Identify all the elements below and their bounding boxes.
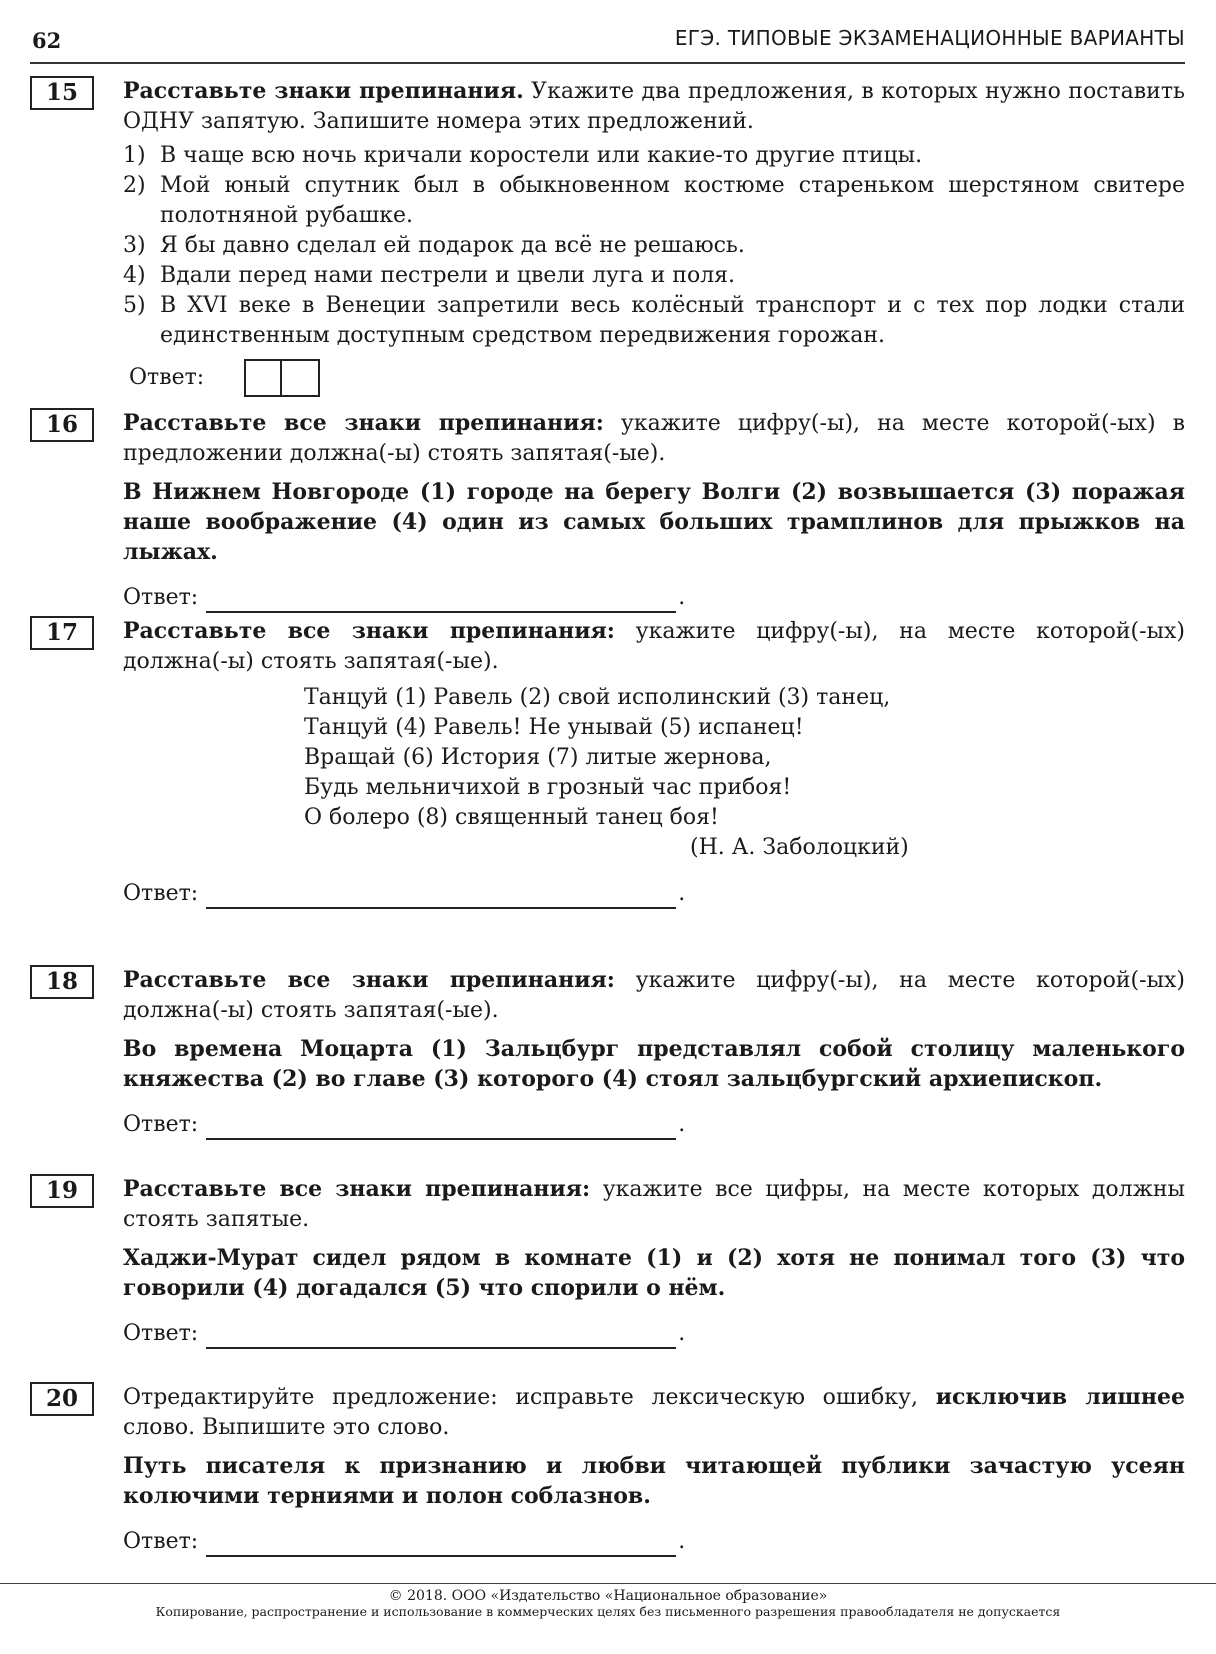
task-18 <box>30 965 1185 1140</box>
answer-row: Ответ: . <box>123 1110 1185 1140</box>
answer-label: Ответ: <box>123 881 199 906</box>
answer-row: Ответ: . <box>123 1319 1185 1349</box>
task-number-box: 16 <box>30 408 94 442</box>
poem-line: Вращай (6) История (7) литые жернова, <box>304 745 772 770</box>
answer-label: Ответ: <box>123 1529 199 1554</box>
list-item: 4) Вдали перед нами пестрели и цвели луга и поля. <box>123 263 736 288</box>
poem-author: (Н. А. Заболоцкий) <box>690 835 909 860</box>
task-number-box: 18 <box>30 965 94 999</box>
sentence-list <box>123 141 1185 351</box>
task-19 <box>30 1174 1185 1349</box>
task-instruction: Отредактируйте предложение: исправьте лексическую ошибку, исключив лишнее слово. Выпишите это слово. <box>123 1384 1186 1440</box>
answer-row: Ответ: . <box>123 1527 1185 1557</box>
task-instruction: Расставьте все знаки препинания: укажите цифру(-ы), на месте которой(-ых) в предложении должна(-ы) стоять запятая(-ые). <box>123 410 1185 466</box>
poem-line: Будь мельничихой в грозный час прибоя! <box>304 775 792 800</box>
answer-row: Ответ: . <box>123 583 1185 613</box>
task-number-box: 15 <box>30 76 94 110</box>
answer-cell[interactable] <box>244 359 282 397</box>
poem-line: Танцуй (4) Равель! Не унывай (5) испанец! <box>304 715 804 740</box>
answer-row <box>129 359 1185 397</box>
task-17 <box>30 616 1185 909</box>
task-instruction: Расставьте все знаки препинания: укажите цифру(-ы), на месте которой(-ых) должна(-ы) стоять запятая(-ые). <box>123 618 1186 674</box>
list-item: 1) В чаще всю ночь кричали коростели или какие-то другие птицы. <box>123 143 923 168</box>
task-15 <box>30 76 1185 397</box>
task-16 <box>30 408 1185 613</box>
legal-notice: Копирование, распространение и использование в коммерческих целях без письменного разрешения правообладателя не допускается <box>155 1604 1061 1619</box>
page-header <box>30 22 1185 64</box>
task-instruction: Расставьте все знаки препинания: укажите все цифры, на месте которых должны стоять запятые. <box>123 1176 1185 1232</box>
page-footer <box>0 1583 1216 1619</box>
task-sentence: Хаджи-Мурат сидел рядом в комнате (1) и (2) хотя не понимал того (3) что говорили (4) догадался (5) что спорили о нём. <box>123 1245 1185 1301</box>
task-number-box: 20 <box>30 1382 94 1416</box>
task-sentence: Во времена Моцарта (1) Зальцбург представлял собой столицу маленького княжества (2) во главе (3) которого (4) стоял зальцбургский архиепископ. <box>123 1036 1185 1092</box>
answer-label: Ответ: <box>129 365 205 390</box>
poem <box>304 683 1185 863</box>
task-number-box: 17 <box>30 616 94 650</box>
copyright: © 2018. ООО «Издательство «Национальное образование» <box>388 1588 828 1604</box>
answer-cell[interactable] <box>282 359 320 397</box>
answer-line[interactable] <box>206 1323 676 1349</box>
answer-line[interactable] <box>206 1531 676 1557</box>
task-sentence: Путь писателя к признанию и любви читающей публики зачастую усеян колючими терниями и полон соблазнов. <box>123 1453 1185 1509</box>
list-item: 3) Я бы давно сделал ей подарок да всё не решаюсь. <box>123 233 745 258</box>
answer-label: Ответ: <box>123 1112 199 1137</box>
answer-line[interactable] <box>206 1114 676 1140</box>
list-item: 5) В XVI веке в Венеции запретили весь колёсный транспорт и с тех пор лодки стали единственным доступным средством передвижения горожан. <box>123 293 1185 348</box>
task-sentence: В Нижнем Новгороде (1) городе на берегу Волги (2) возвышается (3) поражая наше воображение (4) один из самых больших трамплинов для прыжков на лыжах. <box>123 479 1185 565</box>
task-instruction: Расставьте все знаки препинания: укажите цифру(-ы), на месте которой(-ых) должна(-ы) стоять запятая(-ые). <box>123 967 1186 1023</box>
answer-cells <box>244 359 320 397</box>
poem-line: О болеро (8) священный танец боя! <box>304 805 719 830</box>
running-head: ЕГЭ. ТИПОВЫЕ ЭКЗАМЕНАЦИОННЫЕ ВАРИАНТЫ <box>674 26 1185 50</box>
task-number-box: 19 <box>30 1174 94 1208</box>
poem-line: Танцуй (1) Равель (2) свой исполинский (3) танец, <box>304 685 891 710</box>
answer-label: Ответ: <box>123 1321 199 1346</box>
answer-label: Ответ: <box>123 585 199 610</box>
task-instruction: Расставьте знаки препинания. Укажите два предложения, в которых нужно поставить ОДНУ запятую. Запишите номера этих предложений. <box>123 78 1185 134</box>
answer-line[interactable] <box>206 587 676 613</box>
answer-row: Ответ: . <box>123 879 1185 909</box>
task-20 <box>30 1382 1185 1557</box>
page-number: 62 <box>32 28 62 53</box>
list-item: 2) Мой юный спутник был в обыкновенном костюме стареньком шерстяном свитере полотняной рубашке. <box>123 173 1185 228</box>
answer-line[interactable] <box>206 883 676 909</box>
